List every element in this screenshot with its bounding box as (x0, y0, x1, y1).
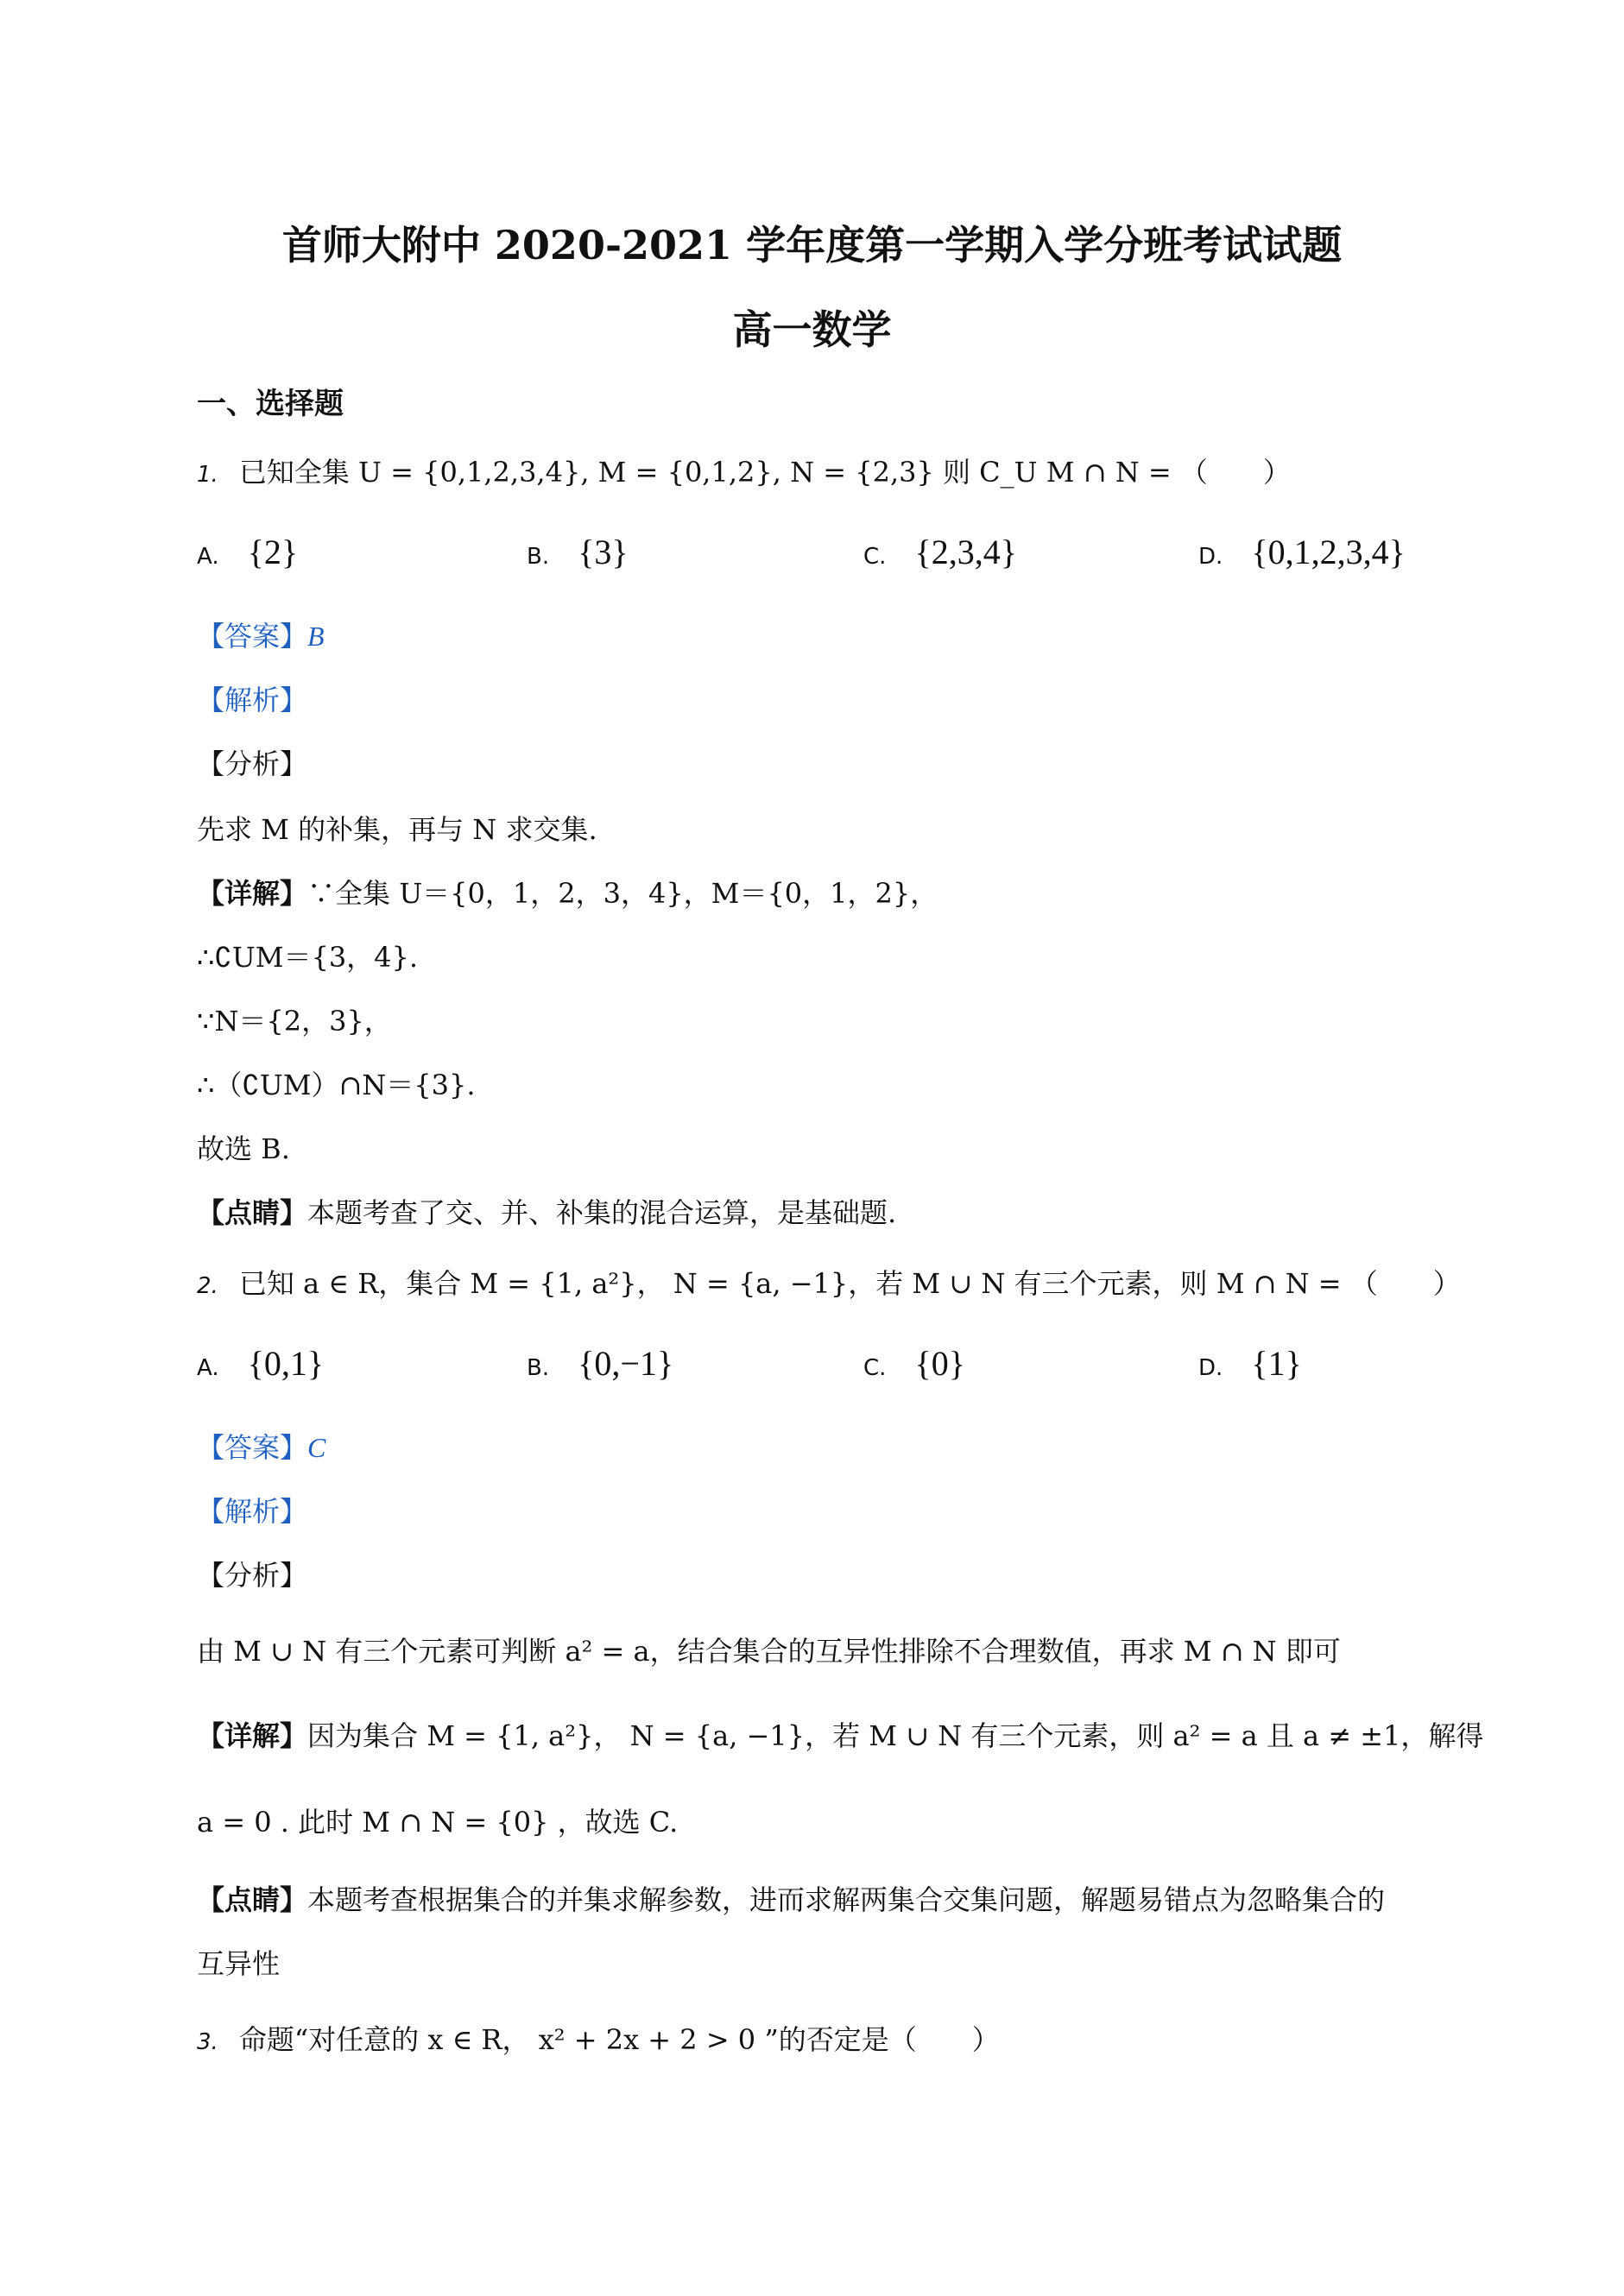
q1-option-d-label: D. (1198, 544, 1223, 570)
q1-detail-1 (197, 872, 938, 911)
q3-stem (197, 2018, 1000, 2058)
q2-option-a (197, 1343, 324, 1384)
q1-comment-tag: 【点睛】 (197, 1196, 308, 1229)
section-heading: 一、选择题 (197, 387, 344, 421)
q2-option-c-value: {0} (914, 1344, 965, 1383)
q1-number: 1. (197, 462, 218, 488)
q2-fenxi-tag: 【分析】 (197, 1559, 308, 1592)
q2-option-c-label: C. (863, 1355, 887, 1381)
q2-option-a-label: A. (197, 1355, 219, 1381)
q3-stem-text: 命题“对任意的 x ∈ R， x² + 2x + 2 > 0 ”的否定是（ ） (238, 2023, 1000, 2056)
q2-number: 2. (197, 1273, 218, 1299)
q1-stem-text: 已知全集 U = {0,1,2,3,4}, M = {0,1,2}, N = {2,3} 则 C_U M ∩ N = （ ） (238, 456, 1291, 489)
q1-detail-4: ∴（∁UM）∩N＝{3}. (197, 1069, 476, 1101)
q2-fenxi: 由 M ∪ N 有三个元素可判断 a² = a，结合集合的互异性排除不合理数值，再求 M ∩ N 即可 (197, 1635, 1341, 1668)
q1-option-c-label: C. (863, 544, 887, 570)
q1-detail-1-text: ∵全集 U＝{0，1，2，3，4}，M＝{0，1，2}， (307, 877, 938, 910)
q2-comment-tag: 【点睛】 (197, 1883, 308, 1916)
q1-option-c (863, 532, 1017, 572)
q1-comment (197, 1191, 896, 1231)
q1-detail-3: ∵N＝{2，3}， (197, 1005, 392, 1038)
exam-title: 首师大附中 2020-2021 学年度第一学期入学分班考试试题 (281, 222, 1343, 268)
q1-comment-text: 本题考查了交、并、补集的混合运算，是基础题. (307, 1196, 897, 1229)
q2-answer (197, 1426, 325, 1466)
q2-comment-1 (197, 1878, 1385, 1918)
q1-stem (197, 451, 1291, 490)
q1-option-b-value: {3} (578, 533, 629, 571)
q1-option-c-value: {2,3,4} (914, 533, 1017, 571)
q2-stem-text: 已知 a ∈ R，集合 M = {1, a²}， N = {a, −1}，若 M ∪ N 有三个元素，则 M ∩ N = （ ） (238, 1267, 1461, 1300)
q1-fenxi-tag: 【分析】 (197, 747, 308, 780)
q2-answer-value: C (307, 1432, 326, 1463)
q2-option-b-label: B. (527, 1355, 550, 1381)
exam-subtitle: 高一数学 (732, 306, 892, 353)
q1-answer-tag: 【答案】 (197, 620, 308, 653)
q3-number: 3. (197, 2029, 218, 2055)
q1-option-d-value: {0,1,2,3,4} (1251, 533, 1406, 571)
q2-option-d (1198, 1343, 1302, 1384)
q1-detail-2: ∴∁UM＝{3，4}. (197, 941, 419, 974)
q2-option-a-value: {0,1} (247, 1344, 325, 1383)
q1-answer (197, 615, 325, 654)
q2-option-d-value: {1} (1251, 1344, 1302, 1383)
q1-option-a (197, 532, 298, 572)
q2-comment-2: 互异性 (197, 1947, 281, 1980)
q2-detail-tag: 【详解】 (197, 1719, 308, 1752)
q2-detail-2: a = 0 . 此时 M ∩ N = {0} ，故选 C. (197, 1806, 679, 1839)
q1-option-a-value: {2} (247, 533, 299, 571)
q2-analysis-tag: 【解析】 (197, 1495, 308, 1528)
q1-detail-tag: 【详解】 (197, 877, 308, 910)
q2-detail-1-text: 因为集合 M = {1, a²}， N = {a, −1}，若 M ∪ N 有三个元素，则 a² = a 且 a ≠ ±1，解得 (307, 1719, 1484, 1752)
q1-option-b-label: B. (527, 544, 550, 570)
q2-comment-1-text: 本题考查根据集合的并集求解参数，进而求解两集合交集问题，解题易错点为忽略集合的 (307, 1883, 1386, 1916)
q2-option-c (863, 1343, 965, 1384)
q2-option-d-label: D. (1198, 1355, 1223, 1381)
q1-option-a-label: A. (197, 544, 219, 570)
q1-option-d (1198, 532, 1406, 572)
q1-option-b (527, 532, 629, 572)
q2-stem (197, 1262, 1461, 1302)
q1-fenxi: 先求 M 的补集，再与 N 求交集. (197, 813, 597, 846)
q2-detail-1 (197, 1714, 1483, 1754)
q1-detail-5: 故选 B. (197, 1132, 290, 1165)
q1-analysis-tag: 【解析】 (197, 684, 308, 716)
q1-answer-value: B (307, 621, 325, 652)
q2-answer-tag: 【答案】 (197, 1431, 308, 1464)
q2-option-b (527, 1343, 673, 1384)
q2-option-b-value: {0,−1} (578, 1344, 674, 1383)
